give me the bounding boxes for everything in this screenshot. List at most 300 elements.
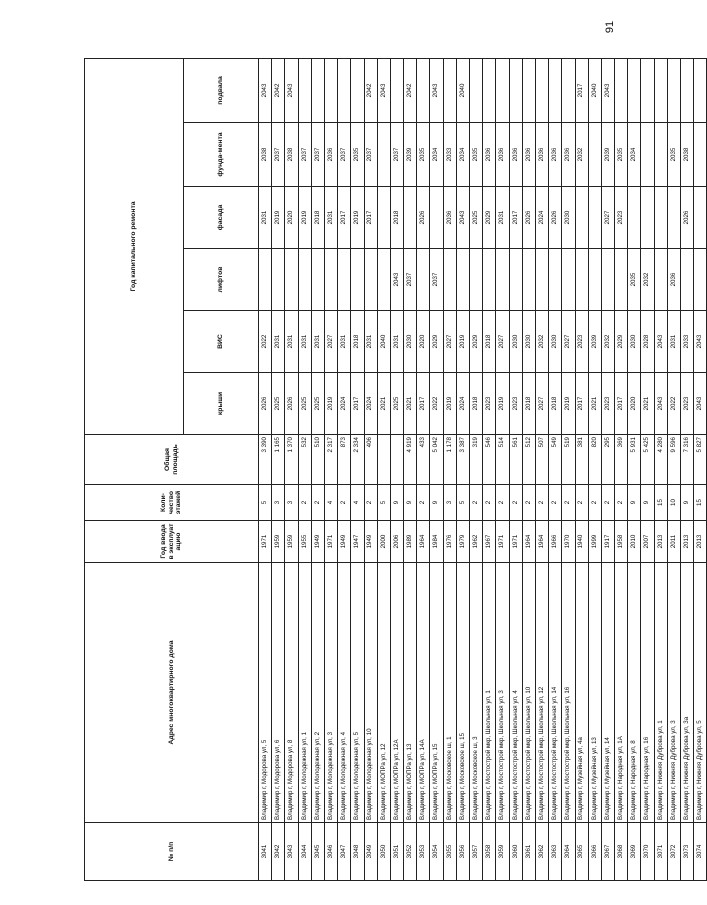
- cell-foundation: 2035: [667, 123, 680, 187]
- cell-foundation: 2034: [628, 123, 641, 187]
- table-row: [641, 58, 654, 880]
- table-row: [351, 58, 364, 880]
- cell-area: 519: [562, 435, 575, 485]
- cell-area: 546: [483, 435, 496, 485]
- cell-lifts: [377, 249, 390, 311]
- cell-floors: 5: [456, 485, 469, 521]
- cell-lifts: [443, 249, 456, 311]
- cell-year: 1967: [483, 521, 496, 563]
- cell-basement: [311, 58, 324, 122]
- cell-facade: 2027: [601, 187, 614, 249]
- cell-basement: [483, 58, 496, 122]
- cell-address: Владимир г, Музейная ул, 4а: [575, 563, 588, 823]
- cell-year: 1979: [456, 521, 469, 563]
- table-row: [667, 58, 680, 880]
- cell-facade: [654, 187, 667, 249]
- table-row: [377, 58, 390, 880]
- table-row: [259, 58, 272, 880]
- cell-roofs: 2027: [535, 373, 548, 435]
- cell-roofs: 2023: [601, 373, 614, 435]
- cell-facade: [430, 187, 443, 249]
- cell-foundation: 2037: [390, 123, 403, 187]
- cell-foundation: 2037: [338, 123, 351, 187]
- cell-facade: 2019: [272, 187, 285, 249]
- cell-facade: 2036: [443, 187, 456, 249]
- cell-foundation: 2035: [351, 123, 364, 187]
- cell-area: 381: [575, 435, 588, 485]
- cell-lifts: [272, 249, 285, 311]
- cell-lifts: [681, 249, 694, 311]
- cell-foundation: 2034: [430, 123, 443, 187]
- table-row: [575, 58, 588, 880]
- cell-year: 1971: [509, 521, 522, 563]
- cell-year: 1962: [470, 521, 483, 563]
- cell-num: 3073: [681, 823, 694, 881]
- cell-facade: [404, 187, 417, 249]
- cell-address: Владимир г, Нижняя Дуброва ул, 3: [667, 563, 680, 823]
- cell-address: Владимир г, Московское ш, 15: [456, 563, 469, 823]
- cell-vis: 2031: [390, 311, 403, 373]
- header-year: Год ввода в эксплуат ацию: [85, 521, 259, 563]
- cell-vis: 2040: [377, 311, 390, 373]
- cell-area: 5 827: [694, 435, 707, 485]
- cell-basement: 2043: [259, 58, 272, 122]
- cell-vis: 2030: [549, 311, 562, 373]
- cell-floors: 4: [351, 485, 364, 521]
- cell-area: 512: [522, 435, 535, 485]
- cell-roofs: 2019: [443, 373, 456, 435]
- table-row: [311, 58, 324, 880]
- cell-area: [390, 435, 403, 485]
- cell-area: 433: [417, 435, 430, 485]
- cell-floors: 3: [285, 485, 298, 521]
- cell-year: 1964: [522, 521, 535, 563]
- cell-roofs: 2017: [417, 373, 430, 435]
- table-row: [681, 58, 694, 880]
- cell-basement: [535, 58, 548, 122]
- cell-lifts: [588, 249, 601, 311]
- cell-area: 4 280: [654, 435, 667, 485]
- cell-num: 3044: [298, 823, 311, 881]
- rotated-register-page: [84, 59, 704, 881]
- cell-foundation: [694, 123, 707, 187]
- cell-address: Владимир г, Мостострой мкр, Школьная ул, 12: [535, 563, 548, 823]
- cell-year: 1964: [417, 521, 430, 563]
- cell-foundation: 2036: [324, 123, 337, 187]
- cell-lifts: [694, 249, 707, 311]
- cell-address: Владимир г, Московское ш, 1: [443, 563, 456, 823]
- cell-year: 1917: [601, 521, 614, 563]
- cell-address: Владимир г, Мостострой мкр, Школьная ул, 14: [549, 563, 562, 823]
- cell-lifts: [338, 249, 351, 311]
- cell-basement: 2043: [285, 58, 298, 122]
- cell-address: Владимир г, Нижняя Дуброва ул, 5: [694, 563, 707, 823]
- cell-facade: [575, 187, 588, 249]
- cell-year: 1971: [496, 521, 509, 563]
- cell-num: 3057: [470, 823, 483, 881]
- cell-area: 1 178: [443, 435, 456, 485]
- cell-foundation: 2033: [443, 123, 456, 187]
- cell-roofs: 2021: [404, 373, 417, 435]
- header-area: Общая площадь: [85, 435, 259, 485]
- cell-year: 1999: [588, 521, 601, 563]
- cell-floors: 2: [522, 485, 535, 521]
- table-row: [324, 58, 337, 880]
- table-row: [654, 58, 667, 880]
- cell-year: 1976: [443, 521, 456, 563]
- cell-area: 1 370: [285, 435, 298, 485]
- cell-area: 7 316: [681, 435, 694, 485]
- cell-foundation: [377, 123, 390, 187]
- cell-num: 3062: [535, 823, 548, 881]
- table-row: [496, 58, 509, 880]
- cell-basement: [641, 58, 654, 122]
- cell-foundation: 2036: [562, 123, 575, 187]
- cell-address: Владимир г, Модорова ул, 6: [272, 563, 285, 823]
- cell-num: 3074: [694, 823, 707, 881]
- cell-foundation: 2036: [522, 123, 535, 187]
- cell-basement: [470, 58, 483, 122]
- cell-lifts: [285, 249, 298, 311]
- cell-address: Владимир г, МОПРа ул, 13: [404, 563, 417, 823]
- cell-roofs: 2020: [628, 373, 641, 435]
- cell-roofs: 2024: [338, 373, 351, 435]
- cell-area: 532: [298, 435, 311, 485]
- cell-address: Владимир г, МОПРа ул, 12: [377, 563, 390, 823]
- cell-floors: 2: [509, 485, 522, 521]
- cell-floors: 2: [535, 485, 548, 521]
- cell-year: 1970: [562, 521, 575, 563]
- cell-year: 1949: [364, 521, 377, 563]
- table-row: [285, 58, 298, 880]
- cell-vis: 2018: [483, 311, 496, 373]
- cell-vis: 2031: [667, 311, 680, 373]
- cell-address: Владимир г, Молодежная ул, 10: [364, 563, 377, 823]
- cell-vis: 2028: [641, 311, 654, 373]
- cell-vis: 2043: [694, 311, 707, 373]
- cell-floors: 2: [364, 485, 377, 521]
- cell-basement: [298, 58, 311, 122]
- cell-year: 1958: [615, 521, 628, 563]
- cell-vis: 2033: [681, 311, 694, 373]
- cell-num: 3068: [615, 823, 628, 881]
- cell-vis: 2031: [272, 311, 285, 373]
- table-row: [549, 58, 562, 880]
- table-row: [628, 58, 641, 880]
- cell-lifts: [654, 249, 667, 311]
- table-row: [601, 58, 614, 880]
- cell-foundation: 2037: [272, 123, 285, 187]
- cell-facade: 2020: [285, 187, 298, 249]
- cell-num: 3063: [549, 823, 562, 881]
- table-row: [522, 58, 535, 880]
- cell-roofs: 2026: [285, 373, 298, 435]
- table-row: [535, 58, 548, 880]
- cell-area: 4 919: [404, 435, 417, 485]
- cell-vis: 2032: [535, 311, 548, 373]
- cell-floors: 2: [483, 485, 496, 521]
- cell-vis: 2019: [456, 311, 469, 373]
- cell-lifts: [575, 249, 588, 311]
- cell-lifts: [496, 249, 509, 311]
- cell-floors: 4: [324, 485, 337, 521]
- cell-basement: [351, 58, 364, 122]
- cell-address: Владимир г, Мостострой мкр, Школьная ул, 4: [509, 563, 522, 823]
- cell-lifts: 2037: [430, 249, 443, 311]
- cell-num: 3060: [509, 823, 522, 881]
- cell-area: 507: [535, 435, 548, 485]
- cell-facade: 2018: [311, 187, 324, 249]
- cell-address: Владимир г, Молодежная ул, 5: [351, 563, 364, 823]
- cell-facade: [641, 187, 654, 249]
- cell-foundation: 2038: [285, 123, 298, 187]
- cell-basement: 2042: [364, 58, 377, 122]
- cell-facade: 2024: [535, 187, 548, 249]
- cell-year: 1984: [430, 521, 443, 563]
- cell-vis: 2030: [522, 311, 535, 373]
- cell-roofs: 2024: [364, 373, 377, 435]
- cell-facade: 2019: [298, 187, 311, 249]
- cell-year: 1949: [338, 521, 351, 563]
- cell-basement: [654, 58, 667, 122]
- cell-year: 2013: [681, 521, 694, 563]
- cell-floors: 9: [681, 485, 694, 521]
- cell-year: 2007: [641, 521, 654, 563]
- cell-basement: [628, 58, 641, 122]
- cell-roofs: 2018: [470, 373, 483, 435]
- cell-area: 9 596: [667, 435, 680, 485]
- cell-address: Владимир г, Молодежная ул, 4: [338, 563, 351, 823]
- cell-facade: [628, 187, 641, 249]
- header-address: Адрес многоквартирного дома: [85, 563, 259, 823]
- cell-roofs: 2022: [667, 373, 680, 435]
- cell-roofs: 2022: [430, 373, 443, 435]
- cell-lifts: [509, 249, 522, 311]
- cell-lifts: [456, 249, 469, 311]
- cell-vis: 2023: [575, 311, 588, 373]
- cell-vis: 2029: [615, 311, 628, 373]
- table-row: [615, 58, 628, 880]
- cell-year: 1971: [259, 521, 272, 563]
- cell-roofs: 2018: [549, 373, 562, 435]
- cell-vis: 2043: [654, 311, 667, 373]
- table-row: [390, 58, 403, 880]
- cell-num: 3067: [601, 823, 614, 881]
- header-lifts: лифтов: [184, 249, 259, 311]
- cell-num: 3058: [483, 823, 496, 881]
- cell-lifts: [298, 249, 311, 311]
- cell-roofs: 2017: [351, 373, 364, 435]
- cell-basement: [522, 58, 535, 122]
- cell-lifts: 2036: [667, 249, 680, 311]
- cell-foundation: 2036: [509, 123, 522, 187]
- cell-vis: 2022: [259, 311, 272, 373]
- cell-facade: [667, 187, 680, 249]
- cell-address: Владимир г, Мостострой мкр, Школьная ул, 16: [562, 563, 575, 823]
- cell-year: 1940: [575, 521, 588, 563]
- cell-foundation: 2039: [404, 123, 417, 187]
- cell-floors: 10: [667, 485, 680, 521]
- cell-facade: 2026: [549, 187, 562, 249]
- cell-vis: 2030: [509, 311, 522, 373]
- cell-num: 3048: [351, 823, 364, 881]
- cell-vis: 2018: [351, 311, 364, 373]
- table-row: [404, 58, 417, 880]
- cell-floors: 5: [259, 485, 272, 521]
- cell-address: Владимир г, Музейная ул, 13: [588, 563, 601, 823]
- cell-facade: 2026: [417, 187, 430, 249]
- table-row: [456, 58, 469, 880]
- cell-area: 319: [470, 435, 483, 485]
- capital-repair-table: [84, 58, 707, 881]
- cell-floors: 9: [390, 485, 403, 521]
- cell-facade: [588, 187, 601, 249]
- cell-lifts: [483, 249, 496, 311]
- cell-foundation: 2037: [364, 123, 377, 187]
- cell-num: 3070: [641, 823, 654, 881]
- cell-foundation: 2036: [496, 123, 509, 187]
- cell-facade: 2018: [390, 187, 403, 249]
- header-foundation: фунда-мента: [184, 123, 259, 187]
- cell-lifts: [364, 249, 377, 311]
- cell-foundation: 2036: [483, 123, 496, 187]
- cell-roofs: 2019: [496, 373, 509, 435]
- cell-roofs: 2025: [311, 373, 324, 435]
- cell-area: 5 931: [628, 435, 641, 485]
- cell-address: Владимир г, Народная ул, 8: [628, 563, 641, 823]
- cell-area: 369: [615, 435, 628, 485]
- cell-year: 1947: [351, 521, 364, 563]
- header-repair-group: Год капитального ремонта: [85, 58, 184, 434]
- cell-basement: [496, 58, 509, 122]
- cell-lifts: [549, 249, 562, 311]
- cell-facade: 2030: [562, 187, 575, 249]
- cell-year: 1955: [298, 521, 311, 563]
- cell-roofs: 2017: [575, 373, 588, 435]
- cell-year: 2010: [628, 521, 641, 563]
- cell-num: 3059: [496, 823, 509, 881]
- cell-foundation: [588, 123, 601, 187]
- cell-lifts: 2035: [628, 249, 641, 311]
- cell-basement: 2043: [377, 58, 390, 122]
- cell-num: 3056: [456, 823, 469, 881]
- cell-foundation: 2038: [259, 123, 272, 187]
- table-row: [694, 58, 707, 880]
- cell-facade: 2031: [259, 187, 272, 249]
- cell-facade: 2017: [338, 187, 351, 249]
- cell-foundation: 2035: [615, 123, 628, 187]
- cell-basement: [417, 58, 430, 122]
- cell-facade: 2031: [324, 187, 337, 249]
- cell-year: 1959: [272, 521, 285, 563]
- cell-roofs: 2043: [694, 373, 707, 435]
- table-row: [483, 58, 496, 880]
- cell-address: Владимир г, Нижняя Дуброва ул, 3а: [681, 563, 694, 823]
- table-row: [588, 58, 601, 880]
- cell-foundation: [641, 123, 654, 187]
- cell-year: 2013: [654, 521, 667, 563]
- cell-num: 3066: [588, 823, 601, 881]
- cell-address: Владимир г, Модорова ул, 5: [259, 563, 272, 823]
- table-row: [298, 58, 311, 880]
- cell-foundation: 2036: [549, 123, 562, 187]
- cell-facade: 2017: [364, 187, 377, 249]
- cell-lifts: 2043: [390, 249, 403, 311]
- cell-facade: 2026: [681, 187, 694, 249]
- cell-foundation: 2036: [535, 123, 548, 187]
- cell-floors: 2: [338, 485, 351, 521]
- cell-address: Владимир г, Народная ул, 16: [641, 563, 654, 823]
- cell-lifts: [470, 249, 483, 311]
- cell-lifts: [311, 249, 324, 311]
- cell-roofs: 2017: [615, 373, 628, 435]
- cell-area: 561: [509, 435, 522, 485]
- cell-area: 514: [496, 435, 509, 485]
- header-num: № п/п: [85, 823, 259, 881]
- cell-vis: 2020: [417, 311, 430, 373]
- header-facade: фасада: [184, 187, 259, 249]
- cell-num: 3072: [667, 823, 680, 881]
- cell-vis: 2027: [443, 311, 456, 373]
- cell-year: 1949: [311, 521, 324, 563]
- cell-num: 3071: [654, 823, 667, 881]
- cell-basement: 2042: [272, 58, 285, 122]
- cell-lifts: [562, 249, 575, 311]
- cell-lifts: [601, 249, 614, 311]
- cell-num: 3047: [338, 823, 351, 881]
- cell-num: 3053: [417, 823, 430, 881]
- cell-num: 3061: [522, 823, 535, 881]
- cell-basement: [562, 58, 575, 122]
- cell-year: 2006: [390, 521, 403, 563]
- cell-basement: [549, 58, 562, 122]
- table-row: [272, 58, 285, 880]
- cell-floors: 5: [377, 485, 390, 521]
- cell-num: 3042: [272, 823, 285, 881]
- cell-lifts: [324, 249, 337, 311]
- header-basement: подвала: [184, 58, 259, 122]
- cell-facade: 2043: [456, 187, 469, 249]
- cell-floors: 9: [404, 485, 417, 521]
- cell-facade: 2031: [496, 187, 509, 249]
- cell-floors: 3: [443, 485, 456, 521]
- cell-vis: 2027: [496, 311, 509, 373]
- cell-address: Владимир г, Молодежная ул, 3: [324, 563, 337, 823]
- cell-floors: 9: [641, 485, 654, 521]
- cell-roofs: 2021: [641, 373, 654, 435]
- cell-floors: 2: [615, 485, 628, 521]
- cell-year: 2013: [694, 521, 707, 563]
- cell-address: Владимир г, МОПРа ул, 12А: [390, 563, 403, 823]
- cell-address: Владимир г, Музейная ул, 14: [601, 563, 614, 823]
- cell-roofs: 2024: [456, 373, 469, 435]
- cell-basement: [509, 58, 522, 122]
- cell-area: 3 390: [259, 435, 272, 485]
- cell-foundation: 2032: [575, 123, 588, 187]
- cell-floors: 3: [272, 485, 285, 521]
- cell-facade: 2017: [509, 187, 522, 249]
- cell-vis: 2030: [628, 311, 641, 373]
- cell-vis: 2027: [562, 311, 575, 373]
- cell-vis: 2039: [588, 311, 601, 373]
- cell-basement: [615, 58, 628, 122]
- cell-basement: [667, 58, 680, 122]
- cell-floors: 15: [654, 485, 667, 521]
- cell-address: Владимир г, Мостострой мкр, Школьная ул, 10: [522, 563, 535, 823]
- cell-vis: 2029: [470, 311, 483, 373]
- cell-foundation: 2037: [298, 123, 311, 187]
- cell-area: 3 387: [456, 435, 469, 485]
